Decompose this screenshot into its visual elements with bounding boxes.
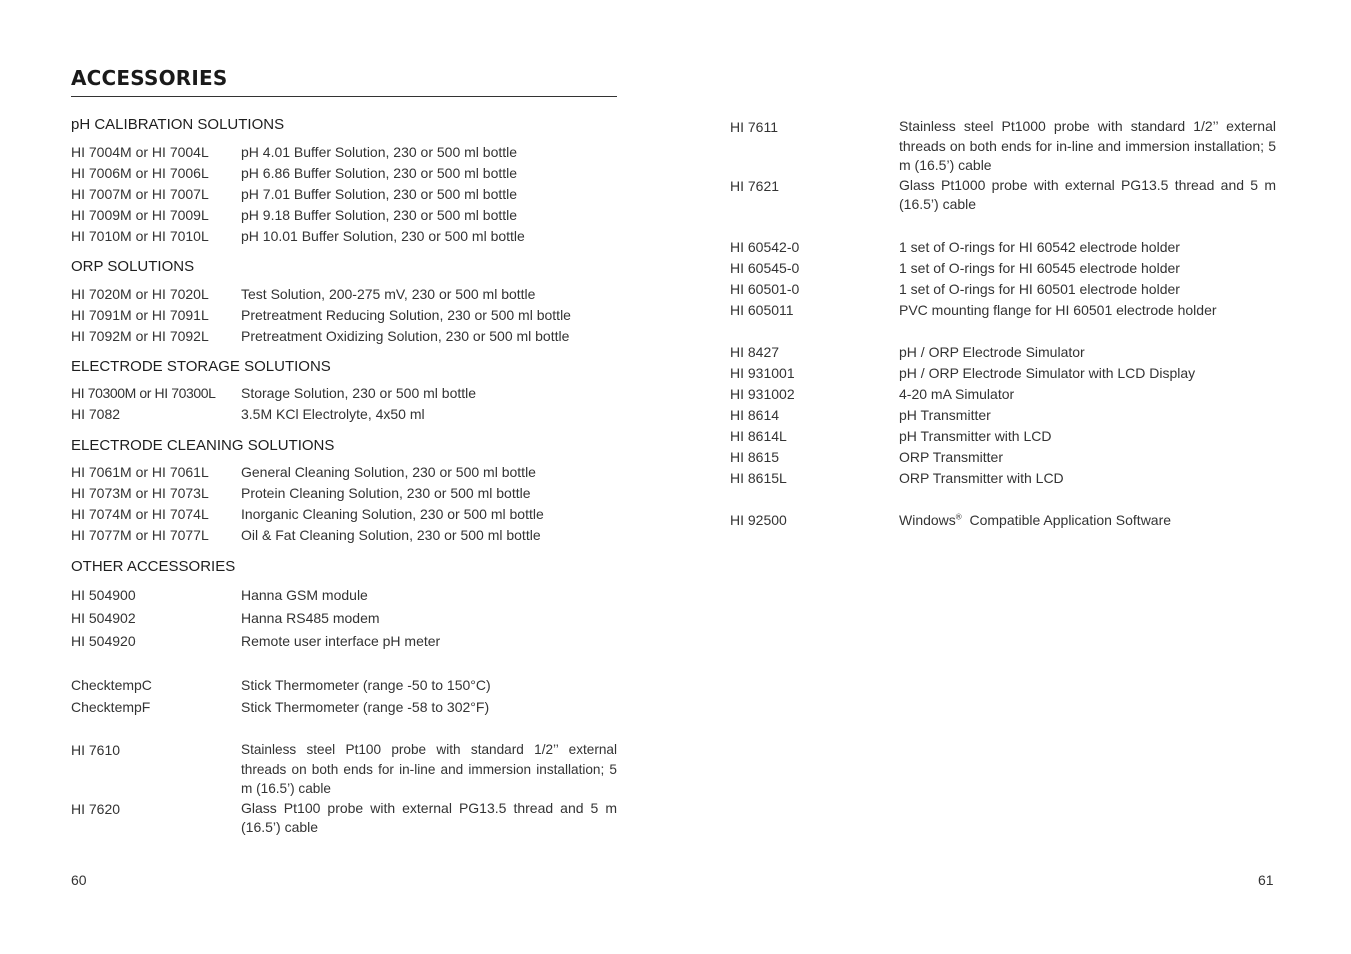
list-item [71,696,617,718]
list-item [71,584,617,607]
section-heading: OTHER ACCESSORIES [71,558,236,575]
item-code: HI 92500 [730,512,787,528]
item-desc: pH Transmitter with LCD [899,428,1052,444]
item-desc: Protein Cleaning Solution, 230 or 500 ml bottle [241,485,531,501]
list-item [730,447,1276,468]
item-desc: General Cleaning Solution, 230 or 500 ml bottle [241,464,536,480]
list-item [730,117,1276,176]
item-desc: Glass Pt1000 probe with external PG13.5 thread and 5 m (16.5’) cable [899,176,1276,212]
item-code: HI 8614L [730,428,787,444]
section-heading: pH CALIBRATION SOLUTIONS [71,116,285,133]
item-desc-main: Windows [899,512,956,528]
item-desc: Oil & Fat Cleaning Solution, 230 or 500 ml bottle [241,527,541,543]
item-desc: Stainless steel Pt1000 probe with standard 1/2’’ external threads on both ends for in-line and immersion installation; 5 m (16.5’) cable [899,118,1276,173]
item-desc: 3.5M KCl Electrolyte, 4x50 ml [241,406,425,422]
item-code: ChecktempC [71,677,152,693]
item-code: HI 7074M or HI 7074L [71,506,209,522]
item-desc: Storage Solution, 230 or 500 ml bottle [241,385,477,401]
list-item [71,462,617,483]
item-code: HI 7620 [71,800,121,817]
list-item [730,468,1276,489]
item-desc: ORP Transmitter with LCD [899,470,1064,486]
item-desc: Pretreatment Oxidizing Solution, 230 or 500 ml bottle [241,328,570,344]
item-desc: pH Transmitter [899,407,991,423]
item-code: HI 7006M or HI 7006L [71,165,209,181]
item-code: HI 7004M or HI 7004L [71,144,209,160]
item-code: HI 7610 [71,742,121,758]
item-desc: ORP Transmitter [899,449,1003,465]
item-code: HI 504900 [71,587,136,603]
section-heading: ELECTRODE STORAGE SOLUTIONS [71,358,331,375]
item-code: HI 504920 [71,633,136,649]
item-code: HI 7077M or HI 7077L [71,527,209,543]
item-code: HI 7092M or HI 7092L [71,328,209,344]
item-code: HI 8427 [730,344,780,360]
section-orp [71,257,617,347]
item-code: HI 8615L [730,470,787,486]
list-item [730,405,1276,426]
item-desc: Stick Thermometer (range -50 to 150°C) [241,677,491,693]
list-item [71,284,617,305]
item-desc: pH 6.86 Buffer Solution, 230 or 500 ml bottle [241,165,518,181]
section-probes [730,117,1276,215]
list-item [71,740,617,799]
list-item [730,426,1276,447]
item-desc: pH 10.01 Buffer Solution, 230 or 500 ml bottle [241,228,525,244]
item-desc: 1 set of O-rings for HI 60501 electrode holder [899,281,1180,297]
list-item [730,363,1276,384]
item-desc-rest: Compatible Application Software [961,512,1172,528]
item-desc: pH 7.01 Buffer Solution, 230 or 500 ml bottle [241,186,518,202]
item-code: HI 7061M or HI 7061L [71,464,209,480]
list-item [730,258,1276,279]
item-code: HI 60545-0 [730,260,800,276]
section-cleaning [71,436,617,546]
item-desc: 1 set of O-rings for HI 60542 electrode holder [899,239,1180,255]
item-code: HI 7020M or HI 7020L [71,286,209,302]
list-item [730,237,1276,258]
item-code: HI 931001 [730,365,795,381]
list-item [71,205,617,226]
item-code: HI 7082 [71,406,121,422]
list-item [71,607,617,630]
item-code: HI 8615 [730,449,780,465]
item-desc: pH 9.18 Buffer Solution, 230 or 500 ml bottle [241,207,518,223]
item-code: HI 931002 [730,386,795,402]
item-code: HI 605011 [730,302,794,318]
item-code: HI 7073M or HI 7073L [71,485,209,501]
item-code: HI 8614 [730,407,780,423]
section-software [730,510,1276,531]
list-item [730,384,1276,405]
list-item [71,630,617,653]
section-heading: ELECTRODE CLEANING SOLUTIONS [71,437,335,454]
item-desc: Inorganic Cleaning Solution, 230 or 500 ml bottle [241,506,544,522]
item-desc [899,510,1276,531]
item-desc: Stick Thermometer (range -58 to 302°F) [241,699,490,715]
list-item [730,279,1276,300]
list-item [730,300,1276,321]
list-item [71,525,617,546]
item-desc: pH / ORP Electrode Simulator with LCD Display [899,365,1196,381]
item-desc: 4-20 mA Simulator [899,386,1015,402]
list-item [71,383,617,404]
item-code: HI 7009M or HI 7009L [71,207,209,223]
page-title: ACCESSORIES [71,66,617,97]
item-code: HI 504902 [71,610,136,626]
item-desc: Remote user interface pH meter [241,633,441,649]
item-code: ChecktempF [71,699,151,715]
page-number-left: 60 [71,872,87,888]
item-desc: Glass Pt100 probe with external PG13.5 thread and 5 m (16.5’) cable [241,799,617,835]
section-ph-calibration [71,115,617,247]
item-desc: 1 set of O-rings for HI 60545 electrode holder [899,260,1180,276]
list-item [71,504,617,525]
list-item [730,342,1276,363]
item-desc: pH / ORP Electrode Simulator [899,344,1085,360]
section-other-accessories [71,557,617,838]
list-item [71,226,617,247]
list-item [71,142,617,163]
item-desc: pH 4.01 Buffer Solution, 230 or 500 ml bottle [241,144,518,160]
list-item [71,674,617,696]
list-item [71,305,617,326]
list-item [71,184,617,205]
list-item [71,483,617,504]
list-item [71,326,617,347]
item-code: HI 7091M or HI 7091L [71,307,209,323]
registered-mark: ® [955,512,962,522]
list-item [730,510,1276,531]
list-item [71,799,617,838]
item-desc: Hanna RS485 modem [241,610,380,626]
item-code: HI 60501-0 [730,281,800,297]
item-desc: Stainless steel Pt100 probe with standard 1/2’’ external threads on both ends for in-line and immersion installation; 5 m (16.5’) cable [241,742,617,796]
item-desc: Test Solution, 200-275 mV, 230 or 500 ml bottle [241,286,536,302]
page-number-right: 61 [1258,872,1274,888]
item-desc: PVC mounting flange for HI 60501 electrode holder [899,302,1217,318]
item-code: HI 60542-0 [730,239,800,255]
item-code: HI 7621 [730,177,780,194]
section-orings [730,237,1276,321]
item-code: HI 7007M or HI 7007L [71,186,209,202]
item-desc: Pretreatment Reducing Solution, 230 or 500 ml bottle [241,307,571,323]
list-item [71,404,617,425]
item-code: HI 7010M or HI 7010L [71,228,209,244]
section-storage [71,357,617,425]
item-code: HI 7611 [730,119,778,135]
item-desc: Hanna GSM module [241,587,368,603]
item-code: HI 70300M or HI 70300L [71,385,216,401]
list-item [730,176,1276,215]
section-heading: ORP SOLUTIONS [71,258,195,275]
section-simulators [730,342,1276,489]
list-item [71,163,617,184]
